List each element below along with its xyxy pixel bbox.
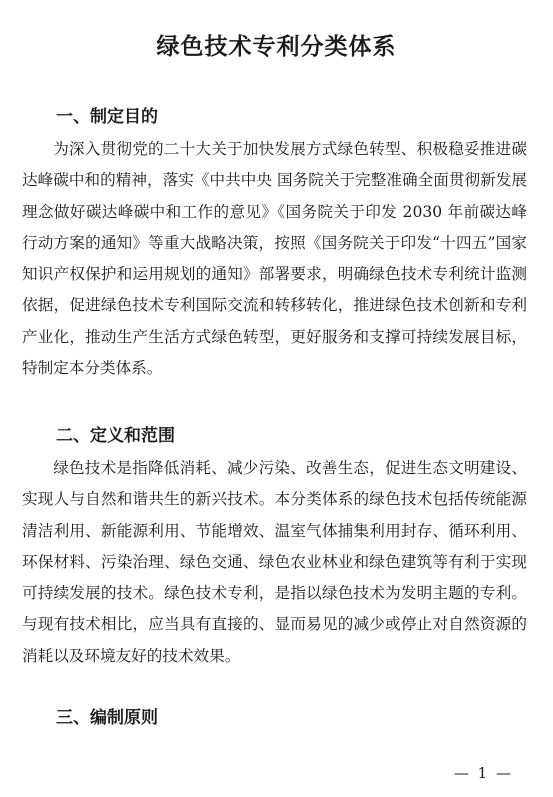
document-title: 绿色技术专利分类体系 (156, 33, 397, 60)
section-heading-principles: 三、编制原则 (56, 708, 158, 728)
page-number: — 1 — (453, 764, 513, 782)
section-heading-definition: 二、定义和范围 (56, 426, 175, 446)
section-paragraph-purpose: 为深入贯彻党的二十大关于加快发展方式绿色转型、积极稳妥推进碳达峰碳中和的精神，落实《中共中央 国务院关于完整准确全面贯彻新发展理念做好碳达峰碳中和工作的意见》《国务院关于印发 2030 年前碳达峰行动方案的通知》等重大战略决策，按照《国务院关于印发“十四五”国家知识产权保护和运用规划的通知》部署要求，明确绿色技术专利统计监测依据，促进绿色技术专利国际交流和转移转化，推进绿色技术创新和专利产业化，推动生产生活方式绿色转型，更好服务和支撑可持续发展目标，特制定本分类体系。 (22, 140, 527, 378)
section-heading-purpose: 一、制定目的 (56, 107, 158, 127)
section-paragraph-definition: 绿色技术是指降低消耗、减少污染、改善生态，促进生态文明建设、实现人与自然和谐共生的新兴技术。本分类体系的绿色技术包括传统能源清洁利用、新能源利用、节能增效、温室气体捕集利用封存、循环利用、环保材料、污染治理、绿色交通、绿色农业林业和绿色建筑等有利于实现可持续发展的技术。绿色技术专利，是指以绿色技术为发明主题的专利。与现有技术相比，应当具有直接的、显而易见的减少或停止对自然资源的消耗以及环境友好的技术效果。 (22, 459, 527, 665)
